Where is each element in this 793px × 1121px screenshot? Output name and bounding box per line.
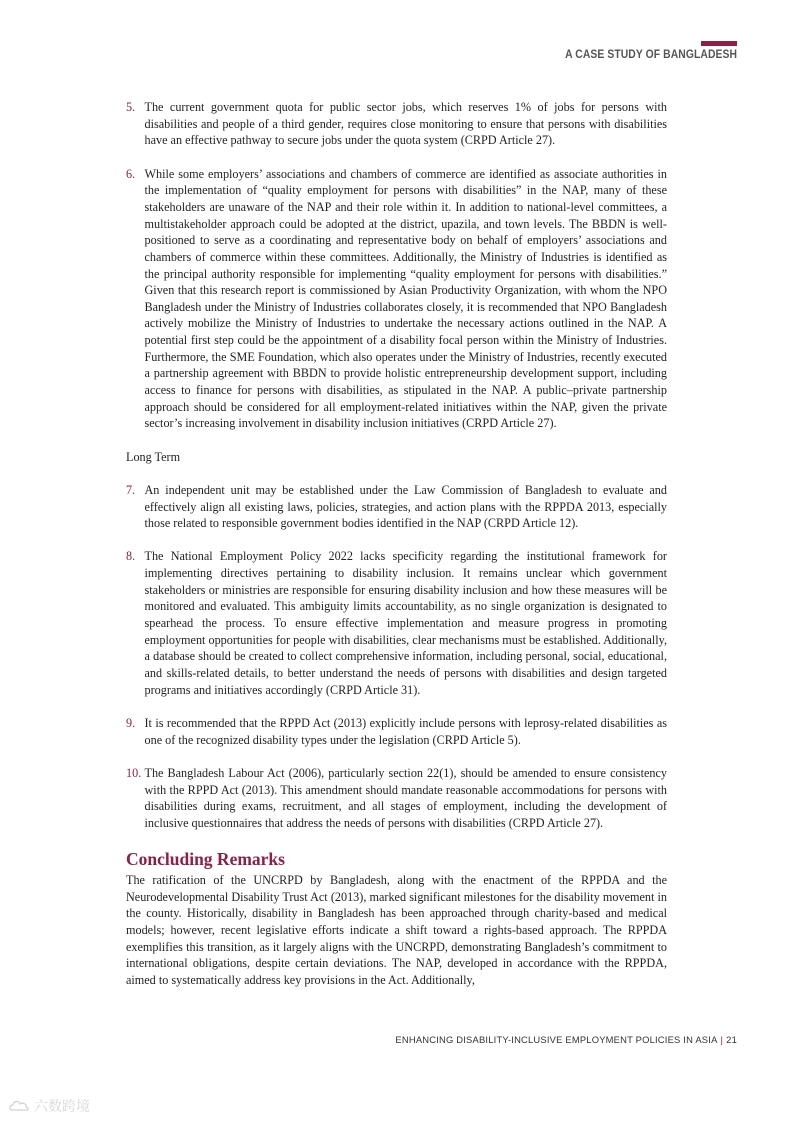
item-text: The Bangladesh Labour Act (2006), particularly section 22(1), should be amended to ensure consistency with the RPPD Act (2013). This amendment should mandate reasonable accommodations for persons with disabilities during exams, recruitment, and all stages of employment, including the development of inclusive questionnaires that address the needs of persons with disabilities (CRPD Article 27). <box>144 765 667 830</box>
item-text: The current government quota for public sector jobs, which reserves 1% of jobs for persons with disabilities and people of a third gender, requires close monitoring to ensure that persons with disabilities have an effective pathway to secure jobs under the quota system (CRPD Article 27). <box>144 100 667 148</box>
item-text: It is recommended that the RPPD Act (2013) explicitly include persons with leprosy-related disabilities as one of the recognized disability types under the legislation (CRPD Article 5). <box>144 715 667 747</box>
item-number: 10. <box>126 765 142 780</box>
page-content <box>126 99 667 989</box>
item-number: 7. <box>126 482 136 497</box>
item-number: 9. <box>126 715 136 730</box>
item-text: The National Employment Policy 2022 lacks specificity regarding the institutional framework for implementing directives pertaining to disability inclusion. It remains unclear which government stakeholders or ministries are responsible for ensuring disability inclusion and how these measures will be monitored and evaluated. This ambiguity limits accountability, as no single organization is designated to spearhead the process. To ensure effective implementation and measure progress in promoting employment opportunities for people with disabilities, clear mechanisms must be established. Additionally, a database should be created to collect comprehensive information, including personal, social, educational, and skills-related details, to better understand the needs of persons with disabilities and design targeted programs and initiatives accordingly (CRPD Article 31). <box>144 549 667 697</box>
recommendation-item-8 <box>126 548 667 698</box>
footer-title: ENHANCING DISABILITY-INCLUSIVE EMPLOYMENT POLICIES IN ASIA <box>395 1034 718 1045</box>
cloud-logo-icon <box>8 1099 30 1113</box>
running-header-title: A CASE STUDY OF BANGLADESH <box>565 49 737 61</box>
concluding-remarks-heading: Concluding Remarks <box>126 849 285 870</box>
item-number: 6. <box>126 166 136 181</box>
footer-separator: | <box>720 1034 724 1045</box>
long-term-label: Long Term <box>126 449 181 464</box>
concluding-remarks-paragraph: The ratification of the UNCRPD by Bangladesh, along with the enactment of the RPPDA and the Neurodevelopmental Disability Trust Act (2013), marked significant milestones for the disability movement in the county. Historically, disability in Bangladesh has been approached through charity-based and medical models; however, recent legislative efforts indicate a shift toward a rights-based approach. The RPPDA exemplifies this transition, as it largely aligns with the UNCRPD, demonstrating Bangladesh’s commitment to international obligations, despite certain deviations. The NAP, developed in accordance with the RPPDA, aimed to systematically address key provisions in the Act. Additionally, <box>126 873 667 988</box>
recommendation-item-5 <box>126 99 667 149</box>
header-accent-bar <box>701 41 737 46</box>
page-number: 21 <box>726 1034 737 1045</box>
recommendation-item-7 <box>126 482 667 532</box>
recommendation-item-10 <box>126 765 667 832</box>
item-text: An independent unit may be established under the Law Commission of Bangladesh to evaluate and effectively align all existing laws, policies, strategies, and action plans with the RPPDA 2013, especially those related to responsible government bodies identified in the NAP (CRPD Article 12). <box>144 482 667 531</box>
item-text: While some employers’ associations and chambers of commerce are identified as associate authorities in the implementation of “quality employment for persons with disabilities” in the NAP, many of these stakeholders are unaware of the NAP and their role within it. In addition to national-level committees, a multistakeholder approach could be adopted at the district, upazila, and town levels. The BBDN is well-positioned to serve as a coordinating and representative body on behalf of employers’ associations and chambers of commerce within these committees. Additionally, the Ministry of Industries is identified as the principal authority responsible for implementing “quality employment for persons with disabilities.” Given that this research report is commissioned by Asian Productivity Organization, with whom the NPO Bangladesh under the Ministry of Industries collaborates closely, it is recommended that NPO Bangladesh actively mobilize the Ministry of Industries to undertake the necessary actions outlined in the NAP. A potential first step could be the appointment of a disability focal person within the Ministry of Industries. Furthermore, the SME Foundation, which also operates under the Ministry of Industries, recently executed a partnership agreement with BBDN to provide holistic entrepreneurship development support, including access to finance for persons with disabilities, as stipulated in the NAP. A public–private partnership approach should be considered for all employment-related initiatives within the NAP, given the private sector’s increasing involvement in disability inclusion initiatives (CRPD Article 27). <box>144 166 667 431</box>
item-number: 5. <box>126 100 136 114</box>
page-footer <box>395 1034 737 1045</box>
recommendation-item-6 <box>126 166 667 433</box>
watermark <box>8 1096 90 1116</box>
recommendation-item-9 <box>126 715 667 748</box>
item-number: 8. <box>126 549 136 564</box>
watermark-text: 六数跨境 <box>34 1099 90 1115</box>
